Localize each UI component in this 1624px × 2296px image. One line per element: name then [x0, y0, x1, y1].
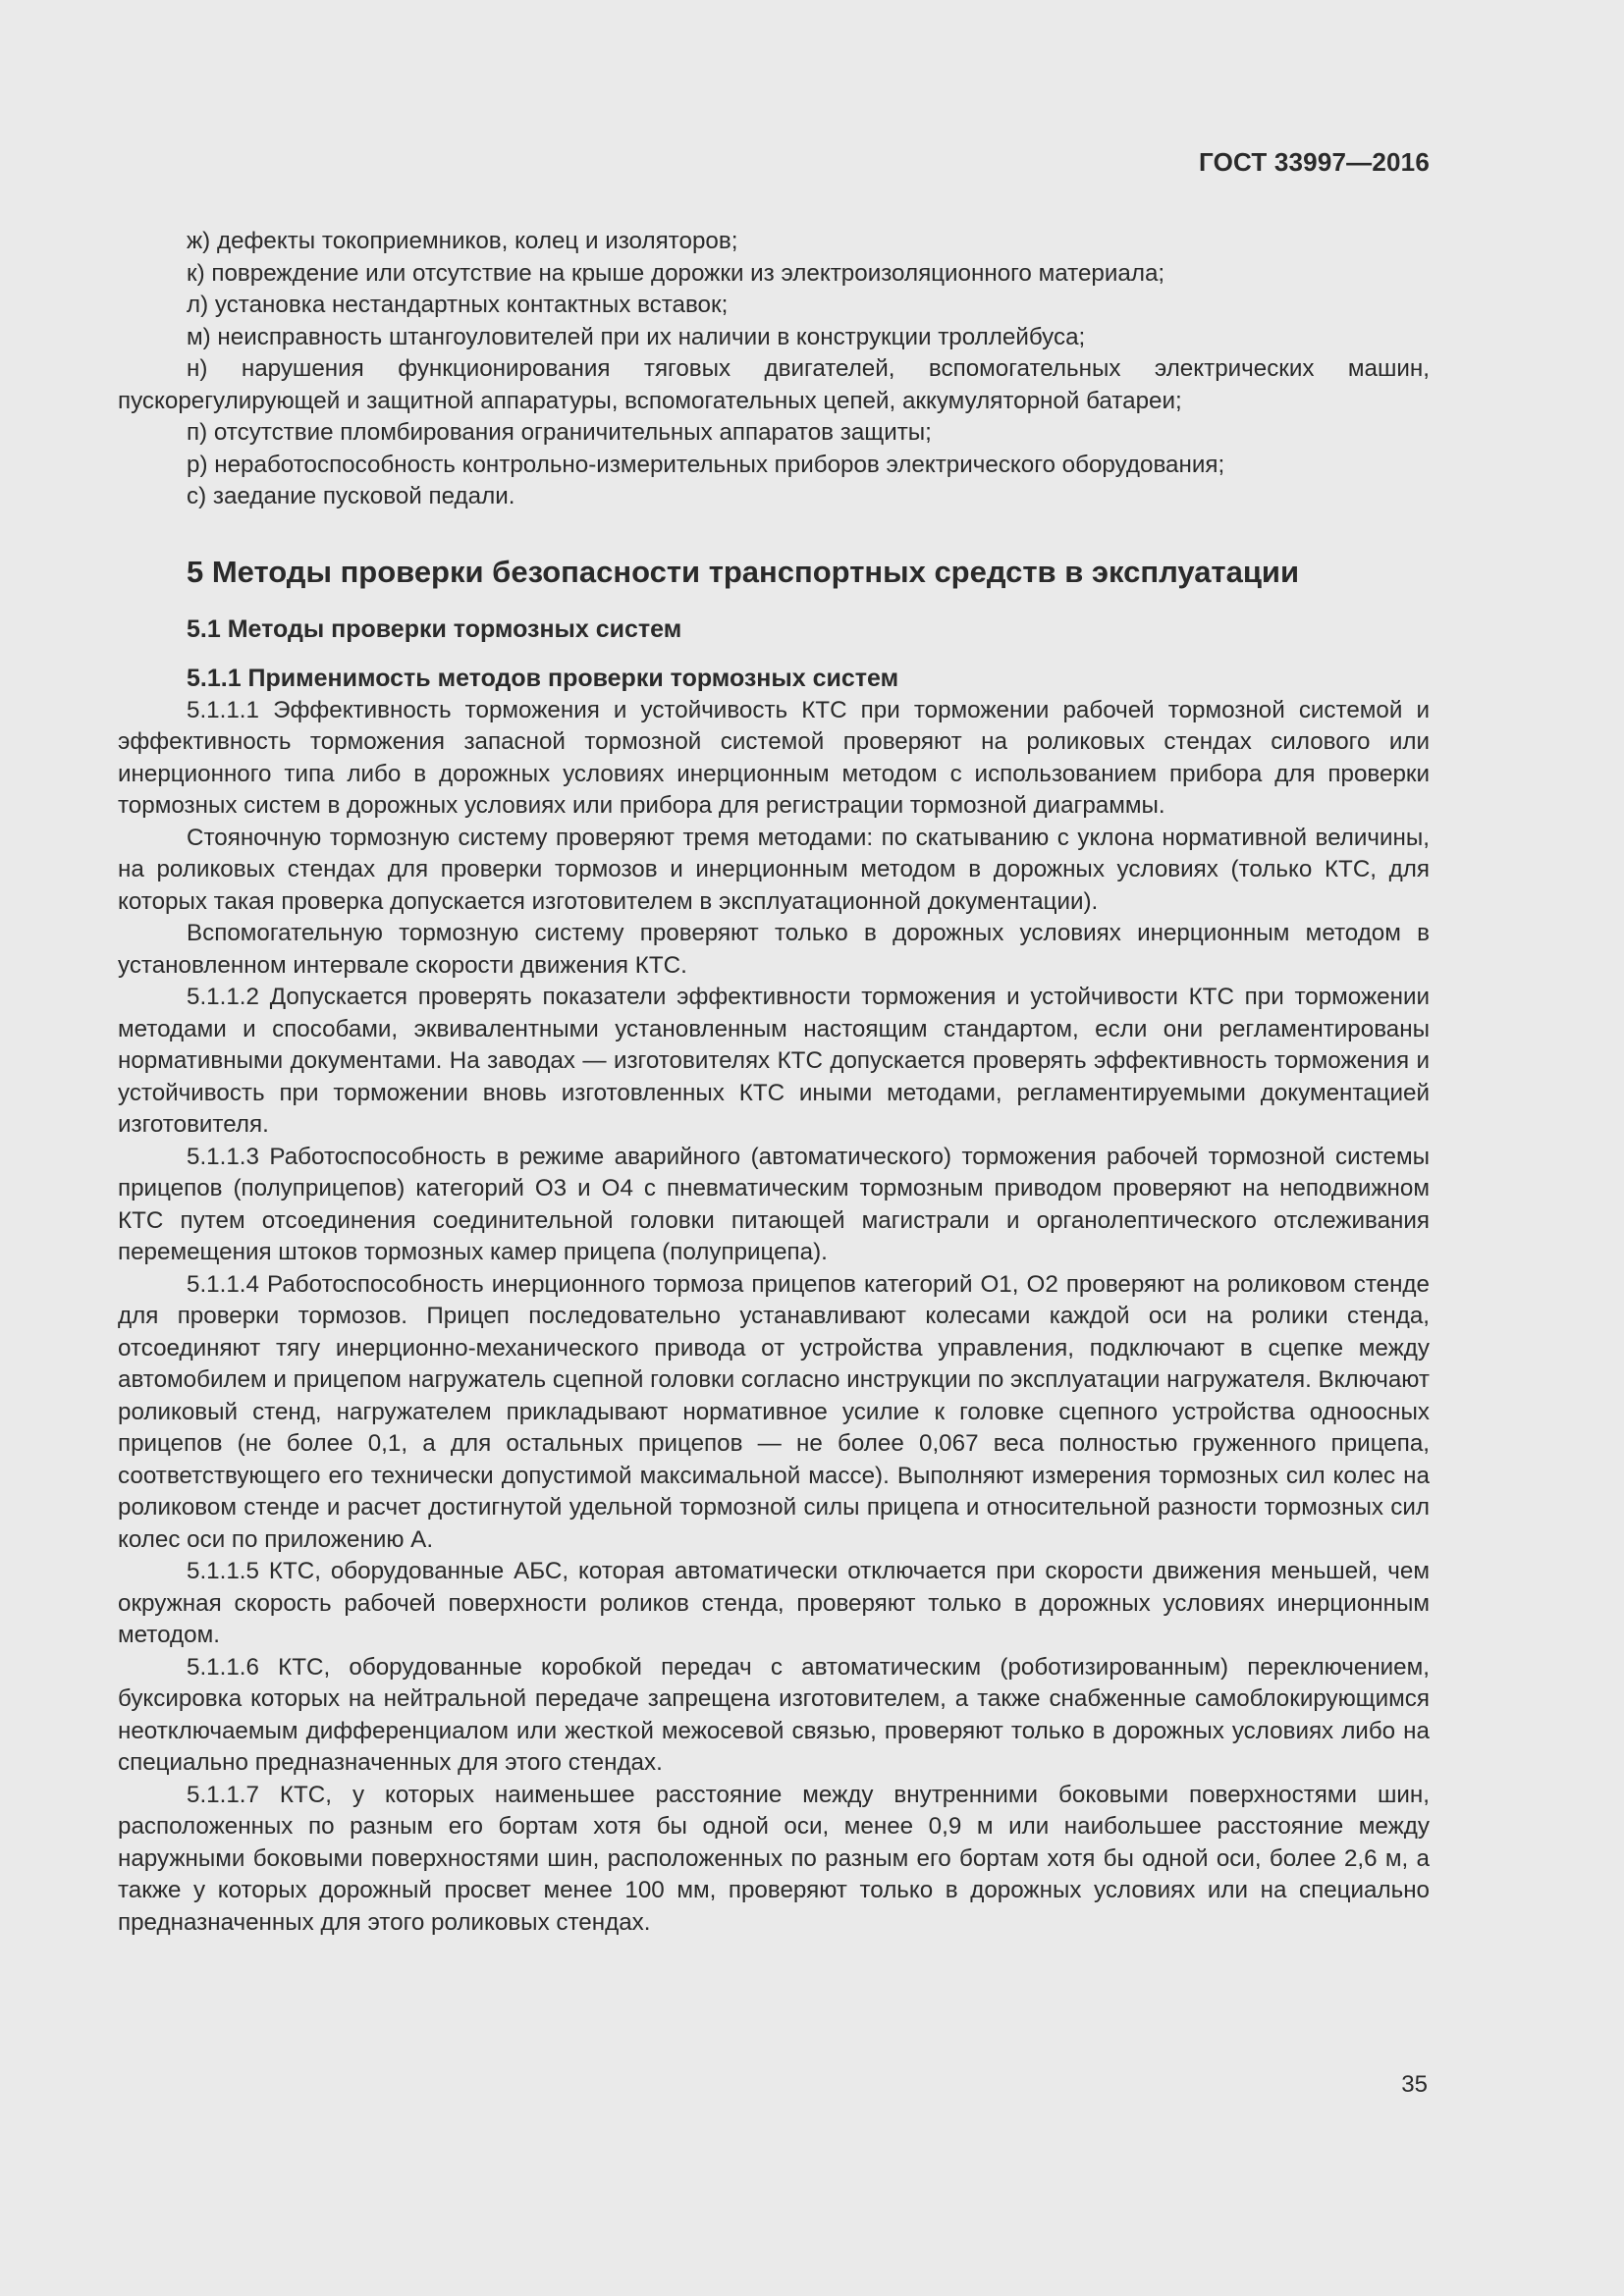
paragraph: Стояночную тормозную систему проверяют тремя методами: по скатыванию с уклона нормативной величины, на роликовых стендах для проверки тормозов и инерционным методом в дорожных условиях (только КТС, для которых такая проверка допускается изготовителем в эксплуатационной документации). — [118, 824, 1430, 915]
paragraph: 5.1.1.7 КТС, у которых наименьшее расстояние между внутренними боковыми поверхностями шин, расположенных по разным его бортам хотя бы одной оси, менее 0,9 м или наибольшее расстояние между наружными боковыми поверхностями шин, расположенных по разным его бортам хотя бы одной оси, более 2,6 м, а также у которых дорожный просвет менее 100 мм, проверяют только в дорожных условиях или на специально предназначенных для этого роликовых стендах. — [118, 1781, 1430, 1936]
paragraph: 5.1.1.1 Эффективность торможения и устойчивость КТС при торможении рабочей тормозной системой и эффективность торможения запасной тормозной системой проверяют на роликовых стендах силового или инерционного типа либо в дорожных условиях инерционным методом с использованием прибора для проверки тормозных систем в дорожных условиях или прибора для регистрации тормозной диаграммы. — [118, 696, 1430, 819]
paragraph: 5.1.1.6 КТС, оборудованные коробкой передач с автоматическим (роботизированным) переключением, буксировка которых на нейтральной передаче запрещена изготовителем, а также снабженные самоблокирующимся неотключаемым дифференциалом или жесткой межосевой связью, проверяют только в дорожных условиях либо на специально предназначенных для этого стендах. — [118, 1653, 1430, 1776]
list-item: п) отсутствие пломбирования ограничительных аппаратов защиты; — [187, 419, 932, 446]
subsubsection-heading: 5.1.1 Применимость методов проверки тормозных систем — [187, 665, 899, 692]
paragraph: 5.1.1.5 КТС, оборудованные АБС, которая автоматически отключается при скорости движения меньшей, чем окружная скорость рабочей поверхности роликов стенда, проверяют только в дорожных условиях инерционным методом. — [118, 1558, 1430, 1648]
list-item: ж) дефекты токоприемников, колец и изоляторов; — [187, 228, 738, 254]
list-item: л) установка нестандартных контактных вставок; — [187, 292, 729, 318]
paragraph: 5.1.1.3 Работоспособность в режиме аварийного (автоматического) торможения рабочей тормозной системы прицепов (полуприцепов) категорий О3 и О4 с пневматическим тормозным приводом проверяют на неподвижном КТС путем отсоединения соединительной головки питающей магистрали и органолептического отслеживания перемещения штоков тормозных камер прицепа (полуприцепа). — [118, 1143, 1430, 1265]
list-item: к) повреждение или отсутствие на крыше дорожки из электроизоляционного материала; — [187, 259, 1165, 287]
paragraph: Вспомогательную тормозную систему проверяют только в дорожных условиях инерционным методом в установленном интервале скорости движения КТС. — [118, 920, 1430, 979]
section-body — [118, 695, 1430, 1940]
subsection-heading: 5.1 Методы проверки тормозных систем — [187, 614, 682, 643]
document-code-header: ГОСТ 33997—2016 — [1199, 147, 1430, 177]
defects-list — [118, 226, 1430, 513]
page-content — [118, 226, 1430, 1939]
list-item: с) заедание пусковой педали. — [187, 483, 515, 509]
paragraph: 5.1.1.2 Допускается проверять показатели эффективности торможения и устойчивости КТС при торможении методами и способами, эквивалентными установленным настоящим стандартом, если они регламентированы нормативными документами. На заводах — изготовителях КТС допускается проверять эффективность торможения и устойчивость при торможении вновь изготовленных КТС иными методами, регламентируемыми документацией изготовителя. — [118, 984, 1430, 1138]
section-heading: 5 Методы проверки безопасности транспортных средств в эксплуатации — [187, 554, 1300, 589]
paragraph: 5.1.1.4 Работоспособность инерционного тормоза прицепов категорий О1, О2 проверяют на роликовом стенде для проверки тормозов. Прицеп последовательно устанавливают колесами каждой оси на ролики стенда, отсоединяют тягу инерционно-механического привода от устройства управления, подключают в сцепке между автомобилем и прицепом нагружатель сцепной головки согласно инструкции по эксплуатации нагружателя. Включают роликовый стенд, нагружателем прикладывают нормативное усилие к головке сцепного устройства одноосных прицепов (не более 0,1, а для остальных прицепов — не более 0,067 веса полностью груженного прицепа, соответствующего его технически допустимой максимальной массе). Выполняют измерения тормозных сил колес на роликовом стенде и расчет достигнутой удельной тормозной силы прицепа и относительной разности тормозных сил колес оси по приложению А. — [118, 1270, 1430, 1553]
list-item: р) неработоспособность контрольно-измерительных приборов электрического оборудования; — [187, 451, 1225, 478]
list-item: н) нарушения функционирования тяговых двигателей, вспомогательных электрических машин, пускорегулирующей и защитной аппаратуры, вспомогательных цепей, аккумуляторной батареи; — [118, 355, 1430, 414]
list-item: м) неисправность штангоуловителей при их наличии в конструкции троллейбуса; — [187, 323, 1086, 350]
page-number: 35 — [1401, 2071, 1428, 2098]
